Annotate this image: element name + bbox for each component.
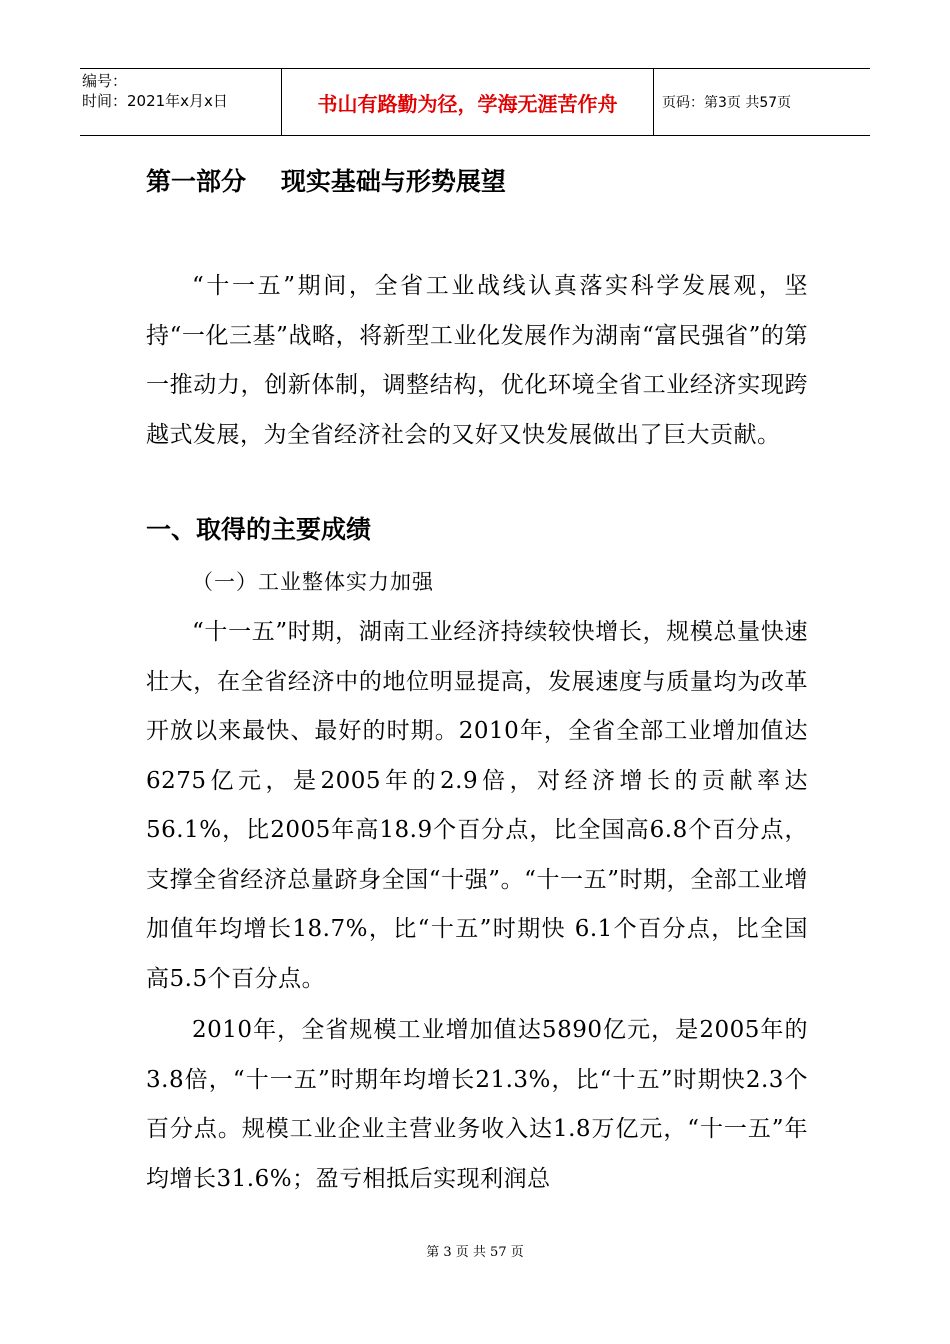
intro-paragraph: “十一五”期间，全省工业战线认真落实科学发展观，坚持“一化三基”战略，将新型工业化发展作为湖南“富民强省”的第一推动力，创新体制，调整结构，优化环境全省工业经济实现跨越式发展，为全省经济社会的又好又快发展做出了巨大贡献。 xyxy=(146,273,808,448)
document-header xyxy=(80,68,870,136)
page-footer: 第 3 页 共 57 页 xyxy=(426,1245,524,1260)
header-page-code: 页码：第3页 共57页 xyxy=(662,95,792,111)
date-line: 时间：2021年x月x日 xyxy=(82,92,228,110)
body-paragraph-3: 2010年，全省规模工业增加值达5890亿元，是2005年的3.8倍，“十一五”时期年均增长21.3%，比“十五”时期快2.3个百分点。规模工业企业主营业务收入达1.8万亿元，“十一五”年均增长31.6%；盈亏相抵后实现利润总 xyxy=(146,1017,808,1192)
subheading: （一）工业整体实力加强 xyxy=(192,570,434,594)
body-paragraph-2: “十一五”时期，湖南工业经济持续较快增长，规模总量快速壮大，在全省经济中的地位明显提高，发展速度与质量均为改革开放以来最快、最好的时期。2010年，全省全部工业增加值达6275亿元，是2005年的2.9倍，对经济增长的贡献率达56.1%，比2005年高18.9个百分点，比全国高6.8个百分点，支撑全省经济总量跻身全国“十强”。“十一五”时期，全部工业增加值年均增长18.7%，比“十五”时期快 6.1个百分点，比全国高5.5个百分点。 xyxy=(146,619,808,992)
part-title: 第一部分 现实基础与形势展望 xyxy=(146,167,506,196)
section-heading: 一、取得的主要成绩 xyxy=(146,515,372,544)
number-label: 编号： xyxy=(82,72,128,90)
header-motto: 书山有路勤为径，学海无涯苦作舟 xyxy=(282,69,654,135)
header-meta xyxy=(80,69,282,135)
